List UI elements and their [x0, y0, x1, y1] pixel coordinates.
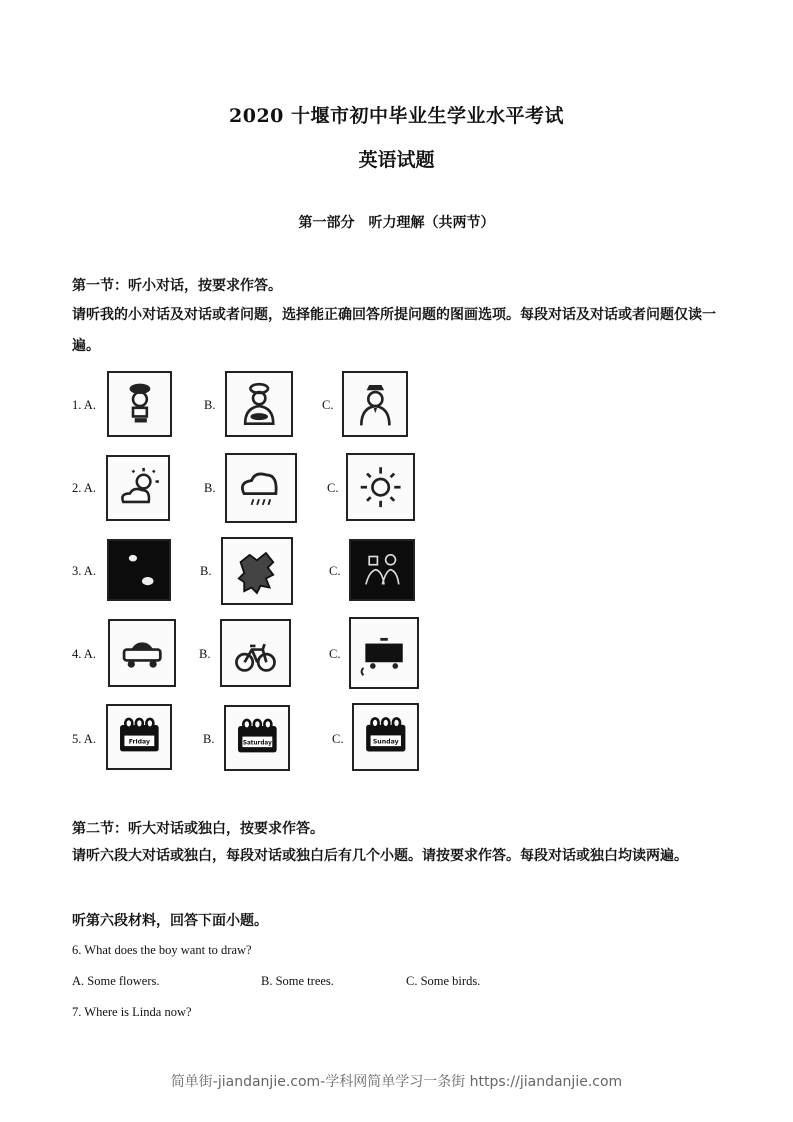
q6-option-c[interactable]: C. Some birds. [406, 974, 481, 988]
two-people-dark-icon [356, 545, 409, 594]
exam-subject: 英语试题 [358, 149, 435, 171]
q2-option-c-image[interactable] [346, 453, 415, 521]
q3-option-a-image[interactable] [107, 539, 171, 601]
exam-title: 2020 十堰市初中毕业生学业水平考试 [229, 105, 564, 127]
chef-with-hat-icon [114, 378, 166, 431]
q2-c-label: C. [327, 481, 339, 495]
q5-option-a-image[interactable] [106, 704, 172, 770]
q6-option-a[interactable]: A. Some flowers. [72, 974, 160, 988]
q7-question: 7. Where is Linda now? [72, 1005, 192, 1019]
q3-b-label: B. [200, 564, 212, 578]
calendar-friday-icon [113, 711, 166, 764]
q5-c-label: C. [332, 732, 344, 746]
q1-c-label: C. [322, 398, 334, 412]
material-heading: 听第六段材料，回答下面小题。 [72, 913, 268, 929]
bus-icon [356, 624, 412, 682]
tree-plant-icon [228, 544, 286, 598]
q2-option-b-image[interactable] [225, 453, 297, 523]
svg-text:Saturday: Saturday [242, 740, 272, 747]
q5-option-b-image[interactable] [224, 705, 290, 771]
cook-holding-food-icon [232, 378, 286, 431]
q4-option-c-image[interactable] [349, 617, 419, 689]
q2-option-a-image[interactable] [106, 455, 170, 521]
dark-night-scene-icon [114, 545, 165, 594]
q6-option-b[interactable]: B. Some trees. [261, 974, 334, 988]
calendar-saturday-icon [231, 712, 284, 765]
q4-b-label: B. [199, 647, 211, 661]
q1-option-c-image[interactable] [342, 371, 408, 437]
q4-c-label: C. [329, 647, 341, 661]
section1-instruction: 请听我的小对话及对话或者问题，选择能正确回答所提问题的图画选项。每段对话及对话或者问题仅读一遍。 [72, 307, 716, 354]
q4-option-b-image[interactable] [220, 619, 291, 687]
q1-b-label: B. [204, 398, 216, 412]
calendar-sunday-icon [359, 710, 413, 764]
q4-option-a-image[interactable] [108, 619, 176, 687]
section2-instruction: 请听六段大对话或独白，每段对话或独白后有几个小题。请按要求作答。每段对话或独白均读两遍。 [72, 848, 688, 864]
police-officer-icon [349, 378, 402, 431]
bicycle-icon [227, 626, 284, 680]
q3-label: 3. A. [72, 564, 96, 578]
q1-option-b-image[interactable] [225, 371, 293, 437]
footer-watermark: 简单街-jiandanjie.com-学科网简单学习一条街 https://jiandanjie.com [170, 1074, 623, 1090]
q3-c-label: C. [329, 564, 341, 578]
q1-label: 1. A. [72, 398, 96, 412]
q4-label: 4. A. [72, 647, 96, 661]
q3-option-b-image[interactable] [221, 537, 293, 605]
section1-heading: 第一节：听小对话，按要求作答。 [72, 278, 282, 294]
rainy-cloud-icon [232, 460, 290, 516]
q5-label: 5. A. [72, 732, 96, 746]
partly-cloudy-icon [113, 462, 164, 515]
q1-option-a-image[interactable] [107, 371, 172, 437]
q5-b-label: B. [203, 732, 215, 746]
sunny-icon [353, 460, 408, 514]
q3-option-c-image[interactable] [349, 539, 415, 601]
svg-text:Sunday: Sunday [372, 738, 399, 746]
q2-label: 2. A. [72, 481, 96, 495]
q6-question: 6. What does the boy want to draw? [72, 943, 252, 957]
q5-option-c-image[interactable] [352, 703, 419, 771]
svg-text:Friday: Friday [128, 738, 150, 746]
section2-heading: 第二节：听大对话或独白，按要求作答。 [72, 821, 324, 837]
car-icon [115, 626, 169, 680]
part-heading: 第一部分 听力理解（共两节） [298, 215, 495, 231]
q2-b-label: B. [204, 481, 216, 495]
